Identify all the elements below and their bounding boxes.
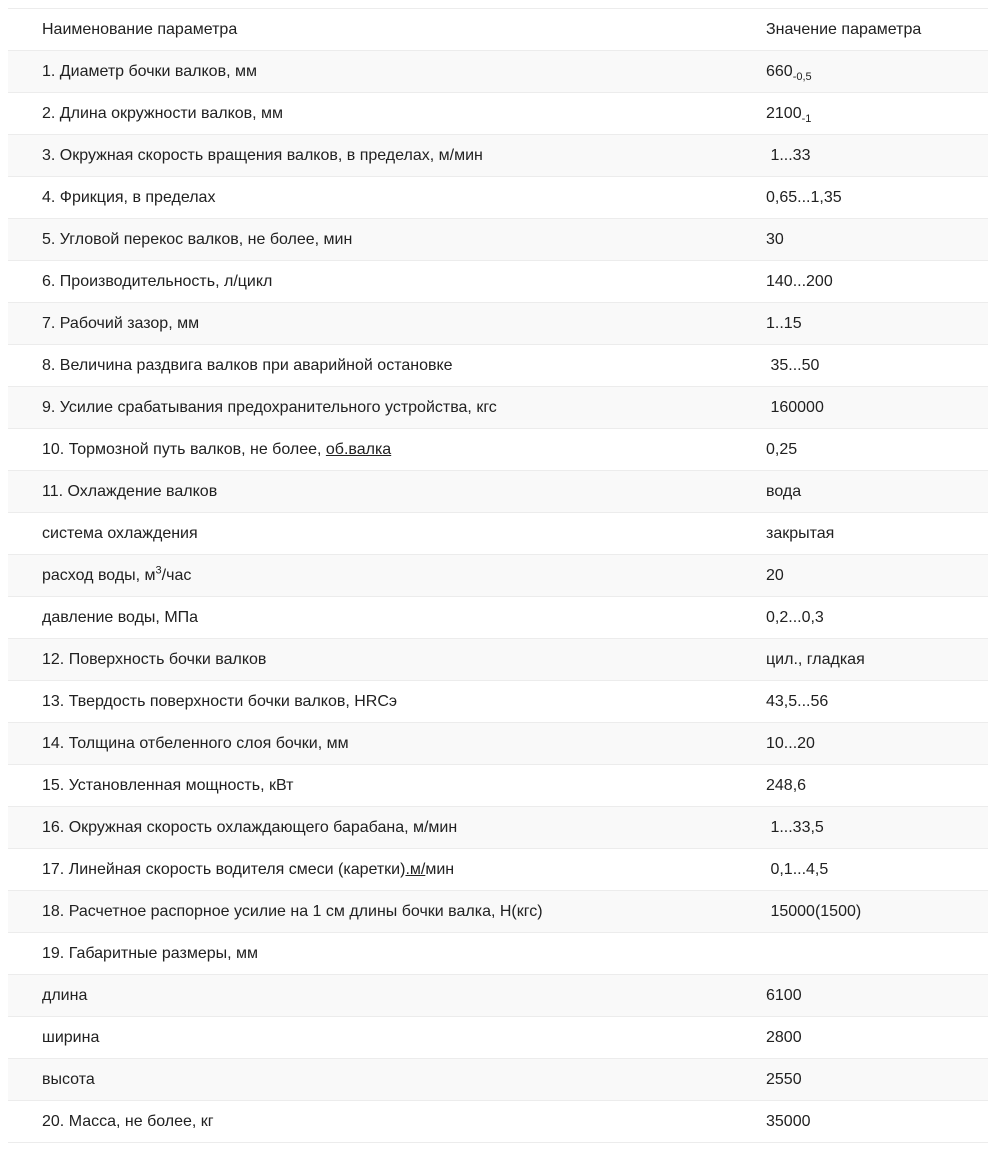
table-row: [8, 345, 988, 387]
param-name-cell: [8, 513, 758, 555]
table-row: [8, 177, 988, 219]
param-name-cell: [8, 597, 758, 639]
table-row: [8, 1059, 988, 1101]
table-row: [8, 765, 988, 807]
text-segment: 19. Габаритные размеры, мм: [42, 945, 259, 962]
text-segment: 660: [766, 63, 793, 80]
param-value-cell: [758, 1059, 988, 1101]
text-segment: 2550: [766, 1071, 802, 1088]
param-name-cell: [8, 219, 758, 261]
text-segment: 10. Тормозной путь валков, не более,: [42, 441, 326, 458]
table-row: [8, 849, 988, 891]
param-value-cell: [758, 639, 988, 681]
table-row: [8, 597, 988, 639]
text-segment: 3. Окружная скорость вращения валков, в пределах, м/мин: [42, 147, 483, 164]
spec-table-head: [8, 9, 988, 51]
text-segment: 5. Угловой перекос валков, не более, мин: [42, 231, 353, 248]
param-name-cell: [8, 975, 758, 1017]
param-name-cell: [8, 51, 758, 93]
param-value-cell: [758, 513, 988, 555]
table-row: [8, 261, 988, 303]
text-segment: длина: [42, 987, 88, 1004]
param-name-cell: [8, 723, 758, 765]
text-segment: ширина: [42, 1029, 100, 1046]
param-name-cell: [8, 555, 758, 597]
param-name-cell: [8, 93, 758, 135]
text-segment: 1...33: [766, 147, 811, 164]
text-segment: 6. Производительность, л/цикл: [42, 273, 273, 290]
header-row: [8, 9, 988, 51]
param-value-cell: [758, 765, 988, 807]
table-row: [8, 135, 988, 177]
param-value-cell: [758, 933, 988, 975]
text-segment: 16. Окружная скорость охлаждающего барабана, м/мин: [42, 819, 458, 836]
param-value-cell: [758, 597, 988, 639]
table-row: [8, 807, 988, 849]
table-row: [8, 387, 988, 429]
param-name-cell: [8, 1059, 758, 1101]
text-segment: 15000(1500): [766, 903, 862, 920]
param-name-header: Наименование параметра: [42, 21, 238, 38]
param-value-cell: [758, 93, 988, 135]
text-segment: 0,2...0,3: [766, 609, 824, 626]
param-name-cell: [8, 681, 758, 723]
text-segment: 11. Охлаждение валков: [42, 483, 218, 500]
text-segment: 248,6: [766, 777, 807, 794]
param-value-cell: [758, 345, 988, 387]
table-row: [8, 51, 988, 93]
table-row: [8, 219, 988, 261]
text-segment: давление воды, МПа: [42, 609, 199, 626]
param-value-cell: [758, 891, 988, 933]
text-segment: 7. Рабочий зазор, мм: [42, 315, 200, 332]
sub-text: -1: [801, 113, 812, 126]
text-segment: 17. Линейная скорость водителя смеси (каретки): [42, 861, 406, 878]
param-name-cell: [8, 135, 758, 177]
spec-table-body: [8, 51, 988, 1143]
text-segment: 6100: [766, 987, 802, 1004]
param-name-cell: [8, 849, 758, 891]
text-segment: 20: [766, 567, 784, 584]
text-segment: 20. Масса, не более, кг: [42, 1113, 214, 1130]
param-value-cell: [758, 1017, 988, 1059]
text-segment: цил., гладкая: [766, 651, 865, 668]
param-value-cell: [758, 723, 988, 765]
text-segment: 12. Поверхность бочки валков: [42, 651, 267, 668]
param-name-cell: [8, 933, 758, 975]
text-segment: 160000: [766, 399, 824, 416]
param-value-cell: [758, 975, 988, 1017]
text-segment: 0,65...1,35: [766, 189, 842, 206]
param-name-cell: [8, 429, 758, 471]
text-segment: 35...50: [766, 357, 820, 374]
text-segment: 8. Величина раздвига валков при аварийной остановке: [42, 357, 453, 374]
param-name-cell: [8, 471, 758, 513]
text-segment: /час: [161, 567, 192, 584]
table-row: [8, 1017, 988, 1059]
table-row: [8, 471, 988, 513]
table-row: [8, 303, 988, 345]
param-value-cell: [758, 471, 988, 513]
text-segment: 14. Толщина отбеленного слоя бочки, мм: [42, 735, 349, 752]
param-value-cell: [758, 177, 988, 219]
text-segment: вода: [766, 483, 802, 500]
table-row: [8, 891, 988, 933]
param-name-cell: [8, 639, 758, 681]
table-row: [8, 681, 988, 723]
text-segment: 2. Длина окружности валков, мм: [42, 105, 284, 122]
table-row: [8, 513, 988, 555]
text-segment: 10...20: [766, 735, 815, 752]
param-name-cell: [8, 303, 758, 345]
param-name-cell: [8, 1017, 758, 1059]
text-segment: система охлаждения: [42, 525, 198, 542]
text-segment: 1...33,5: [766, 819, 824, 836]
param-name-cell: [8, 177, 758, 219]
text-segment: 140...200: [766, 273, 833, 290]
param-value-cell: [758, 849, 988, 891]
table-row: [8, 555, 988, 597]
param-value-cell: [758, 807, 988, 849]
param-name-cell: [8, 891, 758, 933]
param-value-cell: [758, 261, 988, 303]
text-segment: 9. Усилие срабатывания предохранительного устройства, кгс: [42, 399, 497, 416]
table-row: [8, 975, 988, 1017]
text-segment: 4. Фрикция, в пределах: [42, 189, 216, 206]
text-segment: высота: [42, 1071, 95, 1088]
param-name-cell: [8, 807, 758, 849]
text-segment: закрытая: [766, 525, 835, 542]
param-value-cell: [758, 303, 988, 345]
param-value-cell: [758, 51, 988, 93]
text-segment: расход воды, м: [42, 567, 156, 584]
param-value-cell: [758, 681, 988, 723]
text-segment: 2800: [766, 1029, 802, 1046]
table-row: [8, 93, 988, 135]
param-value-cell: [758, 429, 988, 471]
param-name-cell: [8, 261, 758, 303]
param-value-header: Значение параметра: [766, 21, 922, 38]
text-segment: 43,5...56: [766, 693, 829, 710]
text-segment: 15. Установленная мощность, кВт: [42, 777, 294, 794]
table-row: [8, 429, 988, 471]
text-segment: 1. Диаметр бочки валков, мм: [42, 63, 257, 80]
param-value-cell: [758, 555, 988, 597]
table-row: [8, 933, 988, 975]
text-segment: 0,25: [766, 441, 798, 458]
text-segment: мин: [425, 861, 455, 878]
text-segment: 18. Расчетное распорное усилие на 1 см длины бочки валка, Н(кгс): [42, 903, 543, 920]
param-name-cell: [8, 765, 758, 807]
table-row: [8, 639, 988, 681]
text-segment: 35000: [766, 1113, 811, 1130]
inline-link[interactable]: .м/: [405, 861, 426, 878]
param-name-cell: [8, 387, 758, 429]
param-value-cell: [758, 219, 988, 261]
text-segment: 0,1...4,5: [766, 861, 829, 878]
sub-text: -0,5: [792, 71, 812, 84]
text-segment: 1..15: [766, 315, 802, 332]
parameters-table: [8, 8, 988, 1143]
sup-text: 3: [155, 564, 162, 577]
inline-link[interactable]: об.валка: [325, 441, 392, 458]
param-value-cell: [758, 387, 988, 429]
table-row: [8, 723, 988, 765]
param-name-cell: [8, 345, 758, 387]
text-segment: 2100: [766, 105, 802, 122]
text-segment: 13. Твердость поверхности бочки валков, HRCэ: [42, 693, 398, 710]
text-segment: 30: [766, 231, 784, 248]
param-value-cell: [758, 135, 988, 177]
